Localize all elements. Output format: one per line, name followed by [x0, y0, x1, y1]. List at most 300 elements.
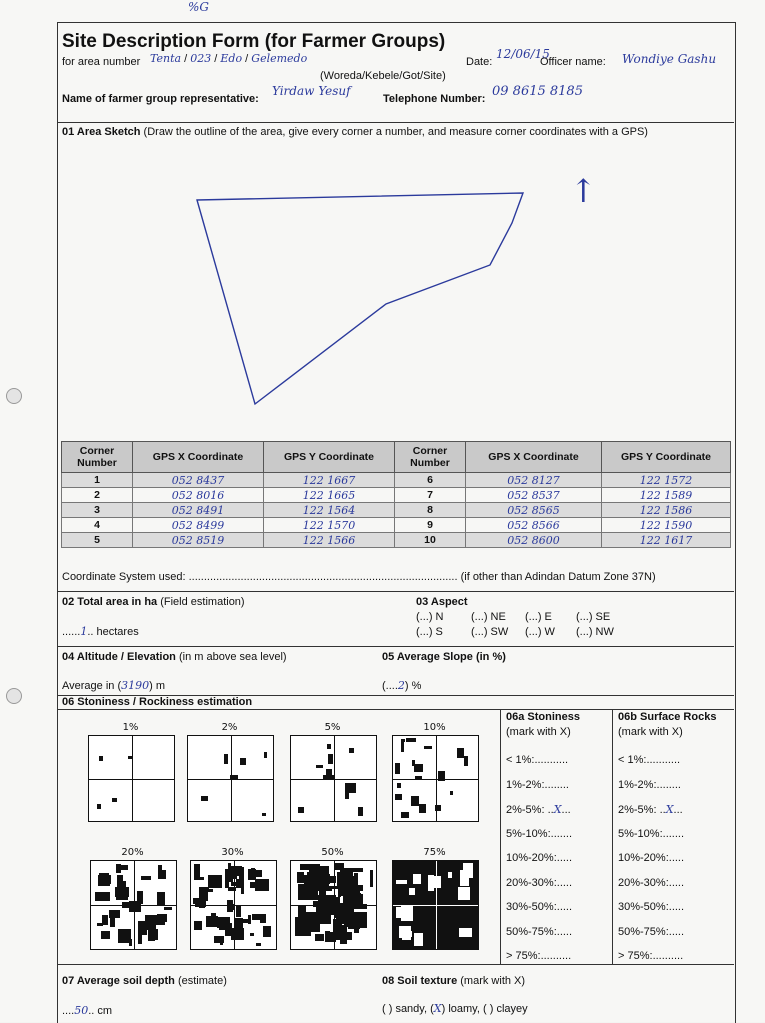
chart-divider — [393, 779, 478, 780]
corner-number: 10 — [395, 533, 466, 548]
rock-block — [463, 863, 473, 878]
rock-block — [316, 765, 323, 768]
rock-block — [109, 910, 120, 918]
stoniness-a-sub: (mark with X) — [506, 726, 571, 738]
rock-block — [401, 742, 404, 752]
rock-block — [464, 756, 468, 766]
stoniness-class-row — [506, 779, 569, 791]
rock-block — [227, 900, 233, 912]
rock-block — [228, 887, 236, 891]
gps-table — [61, 441, 731, 548]
stoniness-chart — [290, 735, 377, 822]
stoniness-class-row — [506, 926, 572, 938]
gps-x-value: 052 8016 — [133, 488, 264, 503]
class-label: < 1%: — [506, 754, 535, 766]
rock-block — [224, 754, 228, 764]
altitude-value-row: Average in (3190) m — [62, 679, 166, 692]
texture-sandy: ( ) sandy, — [382, 1003, 428, 1015]
rock-block — [102, 915, 108, 925]
stoniness-class-row — [506, 754, 568, 766]
rock-block — [396, 880, 407, 884]
class-label: 2%-5%: — [618, 804, 657, 816]
total-area-value-row: ......1.. hectares — [62, 625, 139, 638]
rock-block — [248, 915, 251, 924]
gps-x-value: 052 8600 — [466, 533, 602, 548]
altitude-sub: (in m above sea level) — [178, 651, 287, 663]
total-area-unit: hectares — [96, 626, 139, 638]
rock-block — [121, 865, 128, 870]
class-label: 20%-30%: — [618, 876, 669, 889]
column-divider — [500, 709, 501, 964]
table-row — [62, 473, 731, 488]
rock-block — [395, 763, 400, 774]
aspect-n: (...) N — [416, 611, 444, 623]
date-value: 12/06/15 — [496, 47, 550, 61]
representative-label: Name of farmer group representative: — [62, 93, 259, 105]
rock-block — [202, 889, 213, 892]
aspect-sw: (...) SW — [471, 626, 509, 638]
gps-y-value: 122 1566 — [264, 533, 395, 548]
stoniness-chart — [190, 860, 277, 950]
col-gps-y: GPS Y Coordinate — [602, 442, 731, 473]
rock-block — [401, 812, 409, 818]
rock-block — [458, 887, 470, 900]
site-value: Gelemedo — [251, 52, 308, 65]
soil-texture-heading-row — [382, 975, 525, 987]
rock-block — [252, 870, 262, 877]
rock-block — [199, 900, 205, 908]
rock-block — [409, 888, 415, 895]
surface-rocks-class-row — [618, 950, 683, 962]
rock-block — [234, 918, 243, 930]
rock-block — [406, 738, 416, 742]
representative-value: Yirdaw Yesuf — [272, 84, 351, 98]
rock-block — [457, 748, 464, 758]
stoniness-mark: X — [553, 803, 562, 816]
rock-block — [438, 771, 445, 781]
rock-block — [110, 917, 115, 927]
stoniness-chart — [90, 860, 177, 950]
texture-loamy: loamy, — [448, 1003, 480, 1015]
rock-block — [208, 875, 222, 888]
stoniness-class-row — [506, 950, 571, 962]
divider — [57, 122, 734, 123]
class-label: 30%-50%: — [618, 901, 669, 913]
rock-block — [228, 863, 231, 871]
surface-rocks-class-row — [618, 901, 684, 913]
gps-x-value: 052 8537 — [466, 488, 602, 503]
binder-hole — [6, 688, 22, 704]
rock-block — [298, 884, 318, 900]
rock-block — [99, 756, 103, 761]
aspect-w: (...) W — [525, 626, 555, 638]
stoniness-class-row — [506, 877, 572, 889]
class-dots: ........... — [534, 754, 569, 766]
rock-block — [148, 927, 155, 941]
rock-block — [358, 807, 363, 816]
stoniness-chart-label: 10% — [423, 722, 446, 733]
corner-number: 2 — [62, 488, 133, 503]
rock-block — [450, 791, 453, 795]
rock-block — [432, 876, 441, 888]
rock-block — [413, 874, 421, 884]
rock-block — [97, 804, 101, 809]
kebele-value: 023 — [190, 52, 212, 65]
class-dots: ........ — [656, 778, 681, 791]
rock-block — [118, 929, 131, 943]
rock-block — [396, 907, 410, 918]
class-label: 30%-50%: — [506, 901, 557, 913]
rock-block — [252, 914, 266, 920]
class-dots: .......... — [540, 950, 572, 962]
stoniness-chart — [88, 735, 175, 822]
gps-y-value: 122 1570 — [264, 518, 395, 533]
rock-block — [115, 887, 129, 897]
slope-heading: 05 Average Slope (in %) — [382, 651, 506, 663]
rock-block — [214, 936, 224, 943]
aspect-e: (...) E — [525, 611, 552, 623]
rock-block — [415, 776, 422, 779]
divider — [57, 964, 734, 965]
corner-number: 1 — [62, 473, 133, 488]
surface-rocks-mark: X — [665, 803, 674, 816]
divider — [57, 591, 734, 592]
rock-block — [128, 756, 133, 759]
rock-block — [345, 793, 349, 799]
rock-block — [157, 892, 165, 906]
altitude-value: 3190 — [121, 679, 150, 692]
gps-y-value: 122 1667 — [264, 473, 395, 488]
class-label: 10%-20%: — [618, 852, 669, 864]
stoniness-chart — [392, 860, 479, 950]
divider — [57, 709, 734, 710]
col-gps-x: GPS X Coordinate — [466, 442, 602, 473]
rock-block — [320, 882, 327, 889]
gps-y-value: 122 1617 — [602, 533, 731, 548]
total-area-value: 1 — [80, 625, 88, 638]
rock-block — [145, 915, 159, 925]
sketch-heading: 01 Area Sketch — [62, 126, 141, 138]
stoniness-class-row — [506, 852, 572, 864]
top-annotation: %G — [188, 0, 209, 14]
rock-block — [262, 813, 266, 816]
rock-block — [236, 905, 241, 917]
rock-block — [129, 901, 141, 912]
class-dots: ..... — [556, 925, 573, 938]
area-sublabel: (Woreda/Kebele/Got/Site) — [320, 70, 446, 82]
rock-block — [325, 932, 336, 942]
class-dots: ..... — [668, 876, 685, 889]
corner-number: 7 — [395, 488, 466, 503]
coordinate-system-label: Coordinate System used: — [62, 571, 186, 583]
rock-block — [241, 880, 244, 894]
rock-block — [332, 897, 340, 911]
class-label: 1%-2%: — [506, 778, 545, 791]
table-row — [62, 518, 731, 533]
gps-x-value: 052 8499 — [133, 518, 264, 533]
soil-texture-sub: (mark with X) — [460, 975, 526, 987]
total-area-sub: (Field estimation) — [160, 596, 245, 608]
rock-block — [256, 943, 261, 946]
rock-block — [424, 746, 432, 749]
gps-x-value: 052 8127 — [466, 473, 602, 488]
rock-block — [348, 919, 360, 929]
soil-texture-heading: 08 Soil texture — [382, 975, 458, 987]
soil-texture-options: ( ) sandy, (X) loamy, ( ) clayey — [382, 1002, 528, 1015]
col-corner-number: Corner Number — [62, 442, 133, 473]
table-row — [62, 503, 731, 518]
class-dots: .......... — [652, 950, 684, 962]
stoniness-chart — [187, 735, 274, 822]
rock-block — [414, 764, 423, 772]
class-dots: ..... — [668, 925, 685, 938]
stoniness-heading: 06 Stoniness / Rockiness estimation — [62, 696, 253, 708]
rock-block — [459, 928, 472, 937]
rock-block — [141, 876, 151, 880]
altitude-heading: 04 Altitude / Elevation — [62, 651, 176, 663]
rock-block — [354, 873, 358, 879]
rock-block — [240, 758, 246, 765]
surface-rocks-class-row: 2%-5%: ..X... — [618, 803, 683, 816]
soil-depth-value-row: ....50.. cm — [62, 1004, 113, 1017]
gps-y-value: 122 1564 — [264, 503, 395, 518]
slope-unit: % — [411, 680, 422, 692]
divider — [57, 646, 734, 647]
texture-loamy-mark: X — [433, 1002, 442, 1015]
chart-divider — [89, 779, 174, 780]
aspect-se: (...) SE — [576, 611, 611, 623]
rock-block — [298, 807, 304, 813]
corner-number: 3 — [62, 503, 133, 518]
table-row — [62, 533, 731, 548]
class-label: 50%-75%: — [618, 925, 669, 938]
corner-number: 9 — [395, 518, 466, 533]
class-label: 20%-30%: — [506, 876, 557, 889]
officer-label: Officer name: — [540, 56, 606, 68]
rock-block — [326, 769, 332, 779]
rock-block — [395, 794, 402, 800]
rock-block — [345, 783, 356, 793]
stoniness-chart — [392, 735, 479, 822]
rock-block — [101, 931, 110, 939]
surface-rocks-class-row — [618, 926, 684, 938]
class-dots: ........... — [646, 754, 681, 766]
rock-block — [340, 925, 347, 944]
gps-y-value: 122 1589 — [602, 488, 731, 503]
stoniness-chart-label: 5% — [324, 722, 341, 733]
gps-y-value: 122 1586 — [602, 503, 731, 518]
rock-block — [414, 933, 423, 946]
total-area-heading-row — [62, 596, 245, 608]
rock-block — [164, 907, 172, 910]
class-label: > 75%: — [506, 950, 541, 962]
rock-block — [194, 921, 202, 930]
stoniness-chart-label: 20% — [121, 847, 144, 858]
telephone-label: Telephone Number: — [383, 93, 486, 105]
rock-block — [350, 885, 363, 891]
rock-block — [158, 865, 162, 876]
class-label: 5%-10%: — [506, 827, 551, 840]
texture-clayey: ( ) clayey — [483, 1003, 528, 1015]
rock-block — [295, 917, 311, 936]
area-sketch — [180, 170, 600, 410]
rock-block — [435, 805, 441, 811]
soil-depth-sub: (estimate) — [177, 975, 227, 987]
gps-x-value: 052 8519 — [133, 533, 264, 548]
rock-block — [411, 796, 419, 806]
rock-block — [219, 923, 232, 930]
class-label: 50%-75%: — [506, 925, 557, 938]
sketch-instruction: (Draw the outline of the area, give every corner a number, and measure corner coordinates with a GPS) — [143, 126, 648, 138]
stoniness-chart-label: 30% — [221, 847, 244, 858]
aspect-ne: (...) NE — [471, 611, 506, 623]
surface-rocks-class-row — [618, 754, 680, 766]
class-dots: ..... — [556, 901, 573, 913]
slope-value: 2 — [397, 679, 405, 692]
class-dots: ..... — [556, 876, 573, 889]
form-title: Site Description Form (for Farmer Groups) — [62, 31, 446, 52]
rock-block — [338, 888, 341, 897]
rock-block — [263, 926, 271, 937]
corner-number: 6 — [395, 473, 466, 488]
rock-block — [343, 902, 350, 914]
rock-block — [448, 872, 452, 878]
date-label: Date: — [466, 56, 493, 68]
rock-block — [250, 933, 254, 936]
rock-block — [327, 744, 331, 749]
gps-x-value: 052 8491 — [133, 503, 264, 518]
aspect-heading: 03 Aspect — [416, 596, 468, 608]
coordinate-system-row — [62, 571, 656, 583]
column-divider — [612, 709, 613, 964]
aspect-nw: (...) NW — [576, 626, 614, 638]
stoniness-class-row — [506, 828, 572, 840]
rock-block — [402, 937, 411, 940]
rock-block — [319, 888, 326, 908]
stoniness-chart-label: 2% — [221, 722, 238, 733]
rock-block — [370, 870, 373, 887]
binder-hole — [6, 388, 22, 404]
rock-block — [225, 880, 229, 888]
slope-value-row: (....2) % — [382, 679, 422, 692]
gps-x-value: 052 8566 — [466, 518, 602, 533]
soil-depth-unit: cm — [97, 1005, 113, 1017]
class-label: < 1%: — [618, 754, 647, 766]
gps-x-value: 052 8565 — [466, 503, 602, 518]
surface-rocks-class-row — [618, 828, 684, 840]
gps-y-value: 122 1590 — [602, 518, 731, 533]
rock-block — [194, 864, 200, 878]
aspect-s: (...) S — [416, 626, 443, 638]
altitude-unit: m — [155, 680, 166, 692]
rock-block — [117, 875, 123, 882]
woreda-value: Tenta — [150, 52, 182, 65]
stoniness-chart — [290, 860, 377, 950]
gps-x-value: 052 8437 — [133, 473, 264, 488]
soil-depth-heading: 07 Average soil depth — [62, 975, 175, 987]
stoniness-chart-label: 75% — [423, 847, 446, 858]
rock-block — [112, 798, 117, 802]
rock-block — [138, 933, 142, 944]
surface-rocks-class-row — [618, 877, 684, 889]
class-label: > 75%: — [618, 950, 653, 962]
class-dots: ....... — [550, 827, 573, 840]
surface-rocks-sub: (mark with X) — [618, 726, 683, 738]
altitude-label: Average in — [62, 680, 115, 692]
rock-block — [341, 916, 346, 924]
class-dots: ..... — [668, 901, 685, 913]
area-outline — [197, 193, 523, 404]
rock-block — [419, 804, 426, 813]
altitude-heading-row — [62, 651, 287, 663]
class-label: 5%-10%: — [618, 827, 663, 840]
rock-block — [101, 892, 110, 901]
surface-rocks-title: 06b Surface Rocks — [618, 711, 717, 723]
col-gps-x: GPS X Coordinate — [133, 442, 264, 473]
stoniness-class-row — [506, 901, 572, 913]
class-label: 1%-2%: — [618, 778, 657, 791]
class-dots: ....... — [662, 827, 685, 840]
coordinate-system-note: (if other than Adindan Datum Zone 37N) — [460, 571, 656, 583]
rock-block — [315, 934, 324, 941]
coordinate-system-dots: ........................................................................................ — [188, 571, 458, 583]
north-arrow: ↑ — [570, 172, 597, 210]
stoniness-chart-label: 50% — [321, 847, 344, 858]
table-row — [62, 488, 731, 503]
area-label: for area number — [62, 56, 141, 68]
rock-block — [239, 871, 244, 880]
gps-y-value: 122 1665 — [264, 488, 395, 503]
sketch-heading-row — [62, 126, 648, 138]
rock-block — [255, 879, 269, 891]
rock-block — [211, 913, 216, 927]
corner-number: 5 — [62, 533, 133, 548]
stoniness-a-title: 06a Stoniness — [506, 711, 580, 723]
class-dots: ..... — [556, 852, 573, 864]
area-number-values: Tenta / 023 / Edo / Gelemedo — [150, 52, 308, 65]
col-gps-y: GPS Y Coordinate — [264, 442, 395, 473]
soil-depth-value: 50 — [74, 1004, 89, 1017]
telephone-value: 09 8615 8185 — [492, 84, 583, 99]
class-label: 10%-20%: — [506, 852, 557, 864]
soil-depth-heading-row — [62, 975, 227, 987]
rock-block — [328, 754, 333, 764]
stoniness-chart-label: 1% — [122, 722, 139, 733]
class-dots: ........ — [544, 778, 569, 791]
surface-rocks-class-row — [618, 852, 684, 864]
rock-block — [230, 775, 238, 779]
total-area-heading: 02 Total area in ha — [62, 596, 158, 608]
class-dots: ..... — [668, 852, 685, 864]
stoniness-class-row: 2%-5%: ..X... — [506, 803, 571, 816]
rock-block — [264, 752, 267, 758]
corner-number: 4 — [62, 518, 133, 533]
rock-block — [349, 748, 354, 753]
gps-y-value: 122 1572 — [602, 473, 731, 488]
rock-block — [397, 783, 401, 788]
got-value: Edo — [220, 52, 243, 65]
rock-block — [98, 879, 110, 886]
officer-value: Wondiye Gashu — [622, 52, 717, 66]
rock-block — [300, 864, 320, 870]
class-label: 2%-5%: — [506, 804, 545, 816]
rock-block — [231, 882, 238, 886]
col-corner-number: Corner Number — [395, 442, 466, 473]
rock-block — [99, 873, 109, 880]
surface-rocks-class-row — [618, 779, 681, 791]
corner-number: 8 — [395, 503, 466, 518]
gps-table-header — [62, 442, 731, 473]
